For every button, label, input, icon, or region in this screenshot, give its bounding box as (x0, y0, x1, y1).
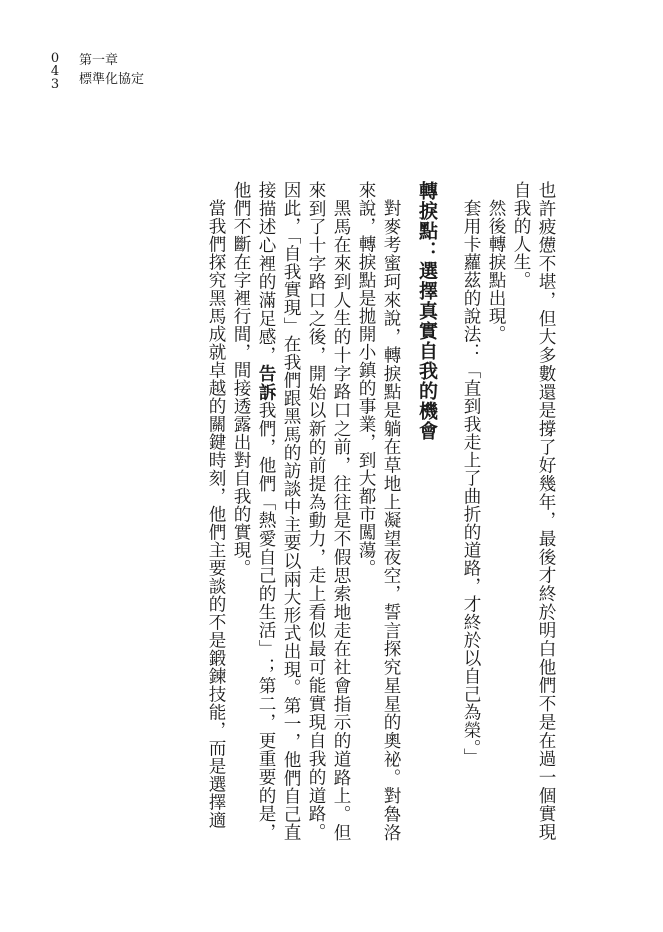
section-heading: 轉捩點：選擇真實自我的機會 (416, 181, 438, 441)
paragraph-6: 當我們探究黑馬成就卓越的關鍵時刻，他們主要談的不是鍛鍊技能，而是選擇適 (206, 198, 226, 829)
paragraph-2: 然後轉捩點出現。 (486, 198, 506, 343)
paragraph-5-text: 黑馬在來到人生的十字路口之前，往往是不假思索地走在社會指示的道路上。但來到了十字路口之後，開始以新的前提為動力，走上看似最可能實現自我的道路。因此，「自我實現」在我們跟黑馬的訪談中主要以兩大形式出現。第一，他們自己直接描述心裡的滿足感， (256, 181, 351, 841)
paragraph-5 (228, 181, 353, 841)
running-head (79, 51, 144, 89)
emphasis-tell: 告訴 (256, 364, 276, 402)
body-text (112, 181, 558, 841)
page-number: 043 (50, 51, 60, 92)
paragraph-3: 套用卡蘿茲的說法：「直到我走上了曲折的道路，才終於以自己為榮。」 (461, 198, 481, 766)
chapter-label: 第一章 (79, 53, 119, 68)
paragraph-4: 對麥考蜜珂來說，轉捩點是躺在草地上凝望夜空，誓言探究星星的奧祕。對魯洛來說，轉捩點是拋開小鎮的事業，到大都市闖蕩。 (356, 181, 401, 841)
chapter-title: 標準化協定 (79, 72, 145, 87)
paragraph-5-rest: 我們，他們「熱愛自己的生活」；第二，更重要的是，他們不斷在字裡行間，間接透露出對自我的實現。 (231, 181, 276, 842)
paragraph-1: 也許疲憊不堪，但大多數還是撐了好幾年，最後才終於明白他們不是在過一個實現自我的人生。 (511, 181, 556, 841)
